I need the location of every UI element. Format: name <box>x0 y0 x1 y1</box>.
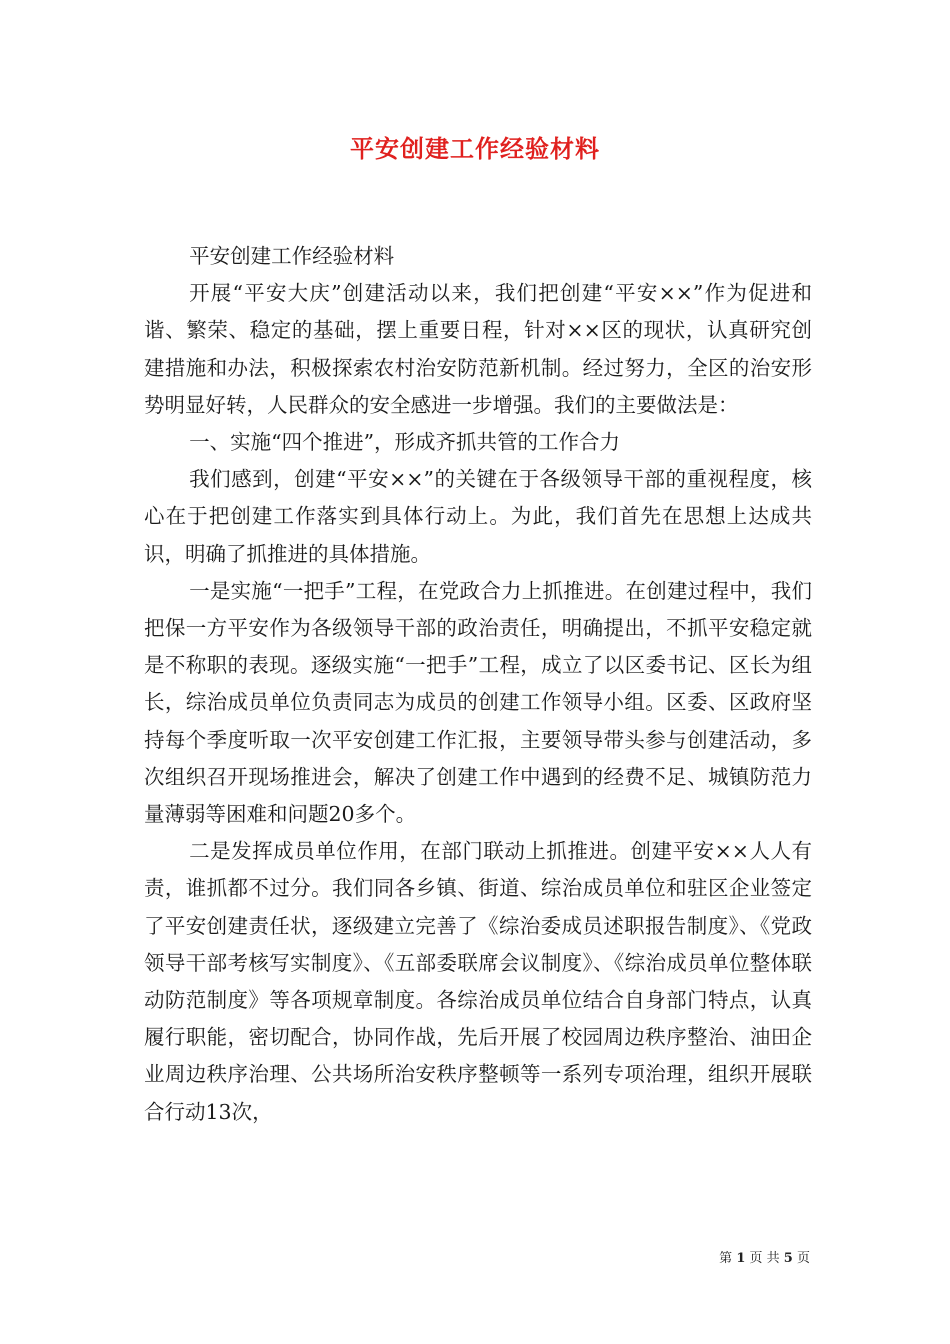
paragraph-subtitle: 平安创建工作经验材料 <box>189 244 395 268</box>
footer-prefix: 第 <box>719 1251 733 1266</box>
page-number-footer <box>680 1247 810 1266</box>
footer-middle: 页 共 <box>749 1251 780 1266</box>
document-body <box>144 238 812 1131</box>
paragraph-section-1-intro: 我们感到，创建“平安××”的关键在于各级领导干部的重视程度，核心在于把创建工作落实到具体行动上。为此，我们首先在思想上达成共识，明确了抓推进的具体措施。 <box>144 467 812 566</box>
paragraph-intro: 开展“平安大庆”创建活动以来，我们把创建“平安××”作为促进和谐、繁荣、稳定的基础，摆上重要日程，针对××区的现状，认真研究创建措施和办法，积极探索农村治安防范新机制。经过努力，全区的治安形势明显好转，人民群众的安全感进一步增强。我们的主要做法是： <box>144 281 812 417</box>
section-heading-1: 一、实施“四个推进”，形成齐抓共管的工作合力 <box>189 430 621 455</box>
footer-suffix: 页 <box>796 1251 810 1266</box>
footer-current-page: 1 <box>736 1251 746 1266</box>
document-title: 平安创建工作经验材料 <box>350 134 600 163</box>
footer-total-pages: 5 <box>783 1251 793 1266</box>
paragraph-point-1: 一是实施“一把手”工程，在党政合力上抓推进。在创建过程中，我们把保一方平安作为各级领导干部的政治责任，明确提出，不抓平安稳定就是不称职的表现。逐级实施“一把手”工程，成立了以区委书记、区长为组长，综治成员单位负责同志为成员的创建工作领导小组。区委、区政府坚持每个季度听取一次平安创建工作汇报，主要领导带头参与创建活动，多次组织召开现场推进会，解决了创建工作中遇到的经费不足、城镇防范力量薄弱等困难和问题20多个。 <box>144 578 812 827</box>
paragraph-point-2: 二是发挥成员单位作用，在部门联动上抓推进。创建平安××人人有责，谁抓都不过分。我们同各乡镇、街道、综治成员单位和驻区企业签定了平安创建责任状，逐级建立完善了《综治委成员述职报告制度》、《党政领导干部考核写实制度》、《五部委联席会议制度》、《综治成员单位整体联动防范制度》等各项规章制度。各综治成员单位结合自身部门特点，认真履行职能，密切配合，协同作战，先后开展了校园周边秩序整治、油田企业周边秩序治理、公共场所治安秩序整顿等一系列专项治理，组织开展联合行动13次， <box>144 839 812 1124</box>
